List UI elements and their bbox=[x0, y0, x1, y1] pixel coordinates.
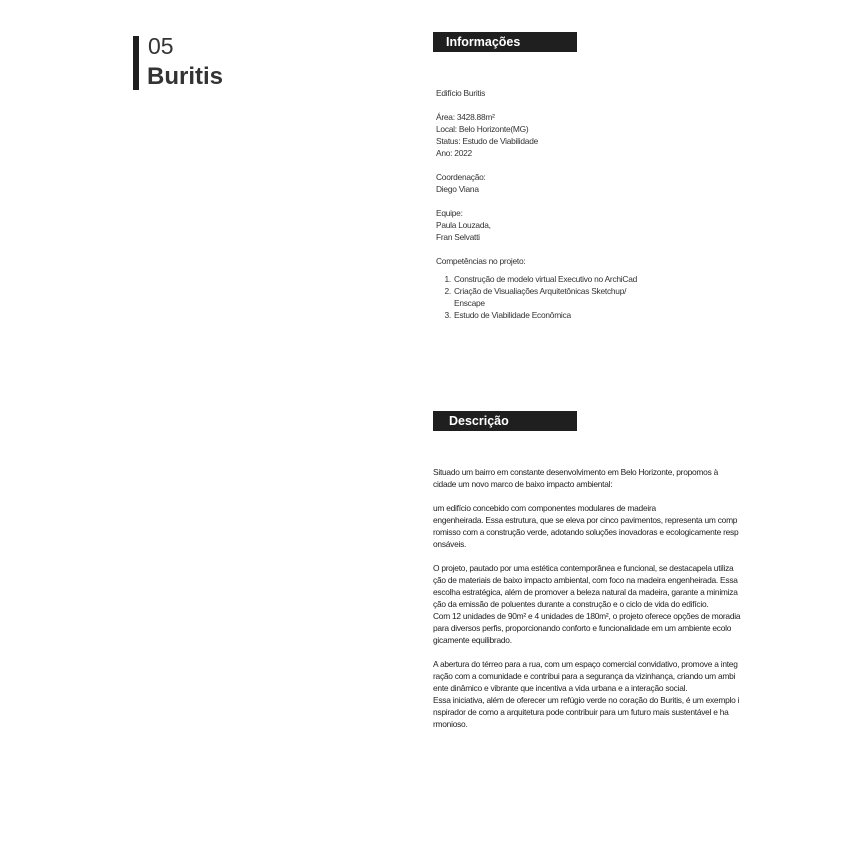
description-line: rmonioso. bbox=[433, 719, 468, 729]
project-number: 05 bbox=[148, 33, 174, 59]
competencies-label: Competências no projeto: bbox=[436, 256, 526, 266]
team-member: Paula Louzada, bbox=[436, 220, 491, 230]
description-line: Essa iniciativa, além de oferecer um refúgio verde no coração do Buritis, é um exemplo i bbox=[433, 695, 740, 705]
description-line: romisso com a construção verde, adotando soluções inovadoras e ecologicamente resp bbox=[433, 527, 739, 537]
project-title: Buritis bbox=[147, 63, 224, 90]
year-text: Ano: 2022 bbox=[436, 148, 472, 158]
status-text: Status: Estudo de Viabilidade bbox=[436, 136, 539, 146]
description-line: cidade um novo marco de baixo impacto ambiental: bbox=[433, 479, 613, 489]
competency-text: Estudo de Viabilidade Econômica bbox=[454, 310, 571, 320]
description-section-header: Descrição bbox=[433, 411, 577, 431]
competency-text: Criação de Visualiações Arquitetônicas Sketchup/ Enscape bbox=[454, 286, 627, 308]
team-label: Equipe: bbox=[436, 208, 463, 218]
location-text: Local: Belo Horizonte(MG) bbox=[436, 124, 529, 134]
description-line: Com 12 unidades de 90m² e 4 unidades de 180m², o projeto oferece opções de moradia bbox=[433, 611, 741, 621]
description-line: ção de materiais de baixo impacto ambiental, com foco na madeira engenheirada. Essa bbox=[433, 575, 738, 585]
description-line: gicamente equilibrado. bbox=[433, 635, 512, 645]
description-block bbox=[433, 466, 773, 730]
area-text: Área: 3428.88m² bbox=[436, 112, 495, 122]
description-line: O projeto, pautado por uma estética contemporânea e funcional, se destacapela utiliza bbox=[433, 563, 734, 573]
description-line: A abertura do térreo para a rua, com um espaço comercial convidativo, promove a integ bbox=[433, 659, 738, 669]
description-line: ente dinâmico e vibrante que incentiva a vida urbana e a interação social. bbox=[433, 683, 688, 693]
competency-item bbox=[436, 285, 676, 309]
competency-number: 3. bbox=[444, 310, 451, 320]
competency-number: 1. bbox=[444, 274, 451, 284]
competencies-list bbox=[436, 273, 676, 321]
competency-item bbox=[436, 309, 676, 321]
building-name: Edifício Buritis bbox=[436, 88, 486, 98]
team-member: Fran Selvatti bbox=[436, 232, 480, 242]
description-line: ração com a comunidade e contribui para a segurança da vizinhança, criando um ambi bbox=[433, 671, 736, 681]
description-line: para diversos perfis, proporcionando conforto e funcionalidade em um ambiente ecolo bbox=[433, 623, 732, 633]
description-line: um edifício concebido com componentes modulares de madeira bbox=[433, 503, 656, 513]
info-section-header: Informações bbox=[433, 32, 577, 52]
competency-number: 2. bbox=[444, 286, 451, 296]
info-block bbox=[436, 87, 676, 321]
description-line: Situado um bairro em constante desenvolvimento em Belo Horizonte, propomos à bbox=[433, 467, 718, 477]
title-accent-bar bbox=[133, 36, 139, 90]
description-line: escolha estratégica, além de promover a beleza natural da madeira, garante a minimiza bbox=[433, 587, 738, 597]
description-line: onsáveis. bbox=[433, 539, 467, 549]
coordination-label: Coordenação: bbox=[436, 172, 486, 182]
competency-item bbox=[436, 273, 676, 285]
coordination-name: Diego Viana bbox=[436, 184, 479, 194]
description-line: nspirador de como a arquitetura pode contribuir para um futuro mais sustentável e ha bbox=[433, 707, 729, 717]
competency-text: Construção de modelo virtual Executivo no ArchiCad bbox=[454, 274, 638, 284]
description-line: ção da emissão de poluentes durante a construção e o ciclo de vida do edifício. bbox=[433, 599, 709, 609]
description-line: engenheirada. Essa estrutura, que se eleva por cinco pavimentos, representa um comp bbox=[433, 515, 738, 525]
